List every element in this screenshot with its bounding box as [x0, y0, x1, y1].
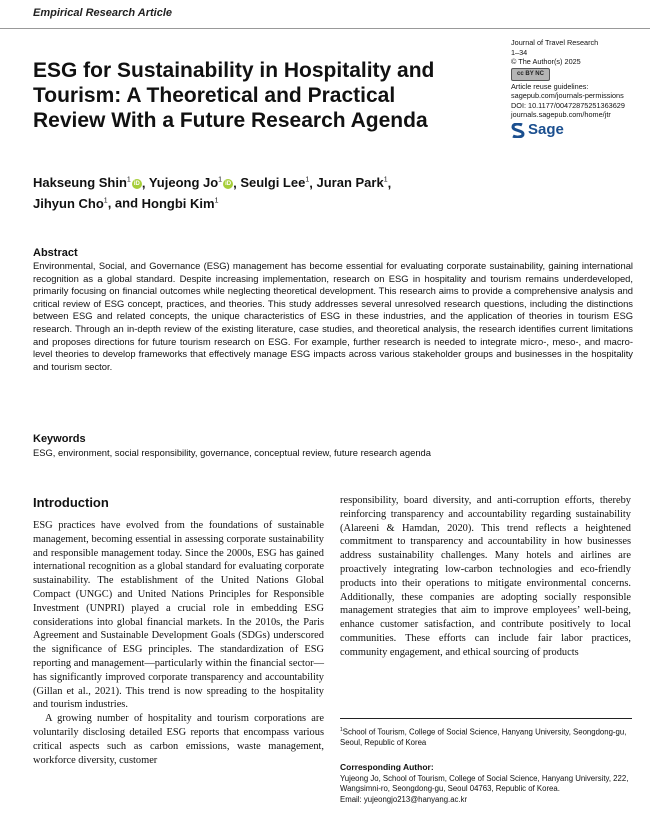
- doi[interactable]: DOI: 10.1177/00472875251363629: [511, 100, 625, 110]
- author-name: Jihyun Cho: [33, 195, 104, 211]
- right-column: [340, 494, 631, 660]
- intro-paragraph-2: A growing number of hospitality and tourism corporations are voluntarily disclosing detailed ESG reports that encompass various critical aspects such as carbon emissions, waste management, workforce diversity, customer: [33, 713, 324, 766]
- article-title: ESG for Sustainability in Hospitality and Tourism: A Theoretical and Practical Review With a Future Research Agenda: [33, 59, 435, 132]
- author-name: Seulgi Lee: [240, 175, 306, 191]
- publisher-name: Sage: [528, 121, 564, 139]
- author: [142, 196, 219, 211]
- author-separator: , and: [107, 195, 142, 211]
- article-type-label: Empirical Research Article: [33, 7, 172, 19]
- abstract-heading: Abstract: [33, 247, 78, 259]
- author-separator: ,: [233, 175, 241, 191]
- author-affiliation-mark: 1: [214, 197, 219, 205]
- affiliation-mark: 1: [340, 727, 343, 733]
- author: [33, 196, 108, 211]
- reuse-link[interactable]: sagepub.com/journals-permissions: [511, 91, 624, 100]
- author: [240, 175, 309, 190]
- sage-logo: [511, 123, 646, 138]
- author: [149, 175, 233, 190]
- intro-paragraph-1: ESG practices have evolved from the foundations of sustainable management, becoming essential in assessing corporate sustainability and responsible management today. Since the 2000s, ESG has gained international recognition as a global standard for evaluating corporate sustainability. The establishment of the United Nations Global Compact (UNGC) and United Nations Principles for Responsible Investment (UNPRI) played a crucial role in embedding ESG considerations into global financial markets. In the 2010s, the Paris Agreement and Sustainable Development Goals (SDGs) underscored the significance of ESG principles. The standardization of ESG reporting and management—particularly within the financial sector—has significantly improved corporate transparency and accountability (Gillan et al., 2021). This trend is now spreading to the hospitality and tourism industries.: [33, 520, 324, 711]
- author-affiliation-mark: 1: [126, 177, 131, 184]
- author-name: Yujeong Jo: [148, 175, 219, 191]
- corresponding-heading: Corresponding Author:: [340, 762, 434, 772]
- author-affiliation-mark: 1: [305, 177, 310, 184]
- author-name: Juran Park: [316, 175, 384, 191]
- corresponding-address: Yujeong Jo, School of Tourism, College of Social Science, Hanyang University, 222, Wangsimni-ro, Seongdong-gu, Seoul 04763, Republic of Korea.: [340, 774, 629, 794]
- page-range: 1–34: [511, 47, 528, 57]
- author-list: [33, 172, 433, 213]
- affiliation-footnote: [340, 725, 635, 748]
- author-name: Hakseung Shin: [33, 175, 127, 191]
- intro-paragraph-3: responsibility, board diversity, and anti-corruption efforts, thereby reinforcing transparency and accountability regarding sustainability (Alareeni & Hamdan, 2020). This trend reflects a heightened commitment to transparency and accountability in how businesses address sustainability challenges. Many hotels and airlines are proactively integrating low-carbon technologies and eco-friendly products into their operations to mitigate environmental concerns. Additionally, these companies are adopting socially responsible management strategies that aim to improve employees’ well-being, enhance customer satisfaction, and contribute positively to local communities. These efforts can include fair labor practices, community engagement, and ethical sourcing of products: [340, 495, 631, 658]
- footnote-divider: [340, 718, 632, 719]
- journal-link[interactable]: journals.sagepub.com/home/jtr: [511, 110, 611, 119]
- introduction-heading: Introduction: [33, 495, 109, 510]
- affiliation-text: School of Tourism, College of Social Science, Hanyang University, Seongdong-gu, Seoul, Republic of Korea: [340, 727, 627, 747]
- journal-meta: [511, 38, 646, 138]
- author-name: Hongbi Kim: [141, 195, 215, 211]
- sage-s-icon: [511, 123, 525, 138]
- author: [316, 175, 387, 190]
- author-separator: ,: [309, 175, 317, 191]
- reuse-label: Article reuse guidelines:: [511, 81, 589, 91]
- cc-license-icon[interactable]: cc BY NC: [511, 68, 550, 81]
- author-separator: ,: [141, 175, 149, 191]
- author-separator: ,: [387, 175, 392, 191]
- copyright: © The Author(s) 2025: [511, 57, 581, 66]
- author: [33, 175, 142, 190]
- abstract-text: Environmental, Social, and Governance (ESG) management has become essential for evaluating corporate sustainability, gaining international recognition as a global standard. Despite increasing implementation, research on ESG in hospitality and tourism remains underdeveloped, primarily focusing on financial outcomes while neglecting theoretical development. This research aims to provide a comprehensive analysis and critical review of ESG concept, practices, and theories. This study addresses several unresolved research questions, including the distinctions between ESG and related concepts, the unique characteristics of ESG in these industries, and the application of theories in tourism ESG research. Through an in-depth review of the existing literature, case studies, and theoretical analysis, the research identifies current limitations and proposes directions for future tourism research on ESG. For example, further research is needed to integrate micro-, meso-, and macro-level theories to develop frameworks that effectively manage ESG impacts across various stakeholder groups and businesses in the hospitality and tourism sector.: [33, 260, 633, 372]
- author-affiliation-mark: 1: [218, 177, 223, 184]
- header-divider: [0, 28, 650, 29]
- author-affiliation-mark: 1: [103, 197, 108, 205]
- orcid-icon[interactable]: iD: [133, 180, 140, 187]
- corresponding-email[interactable]: Email: yujeongjo213@hanyang.ac.kr: [340, 794, 468, 804]
- keywords-heading: Keywords: [33, 433, 86, 445]
- author-affiliation-mark: 1: [383, 177, 388, 184]
- corresponding-author: [340, 774, 635, 805]
- keywords-text: ESG, environment, social responsibility, governance, conceptual review, future research agenda: [33, 447, 431, 458]
- orcid-icon[interactable]: iD: [225, 180, 232, 187]
- journal-name: Journal of Travel Research: [511, 38, 599, 47]
- left-column: [33, 519, 324, 767]
